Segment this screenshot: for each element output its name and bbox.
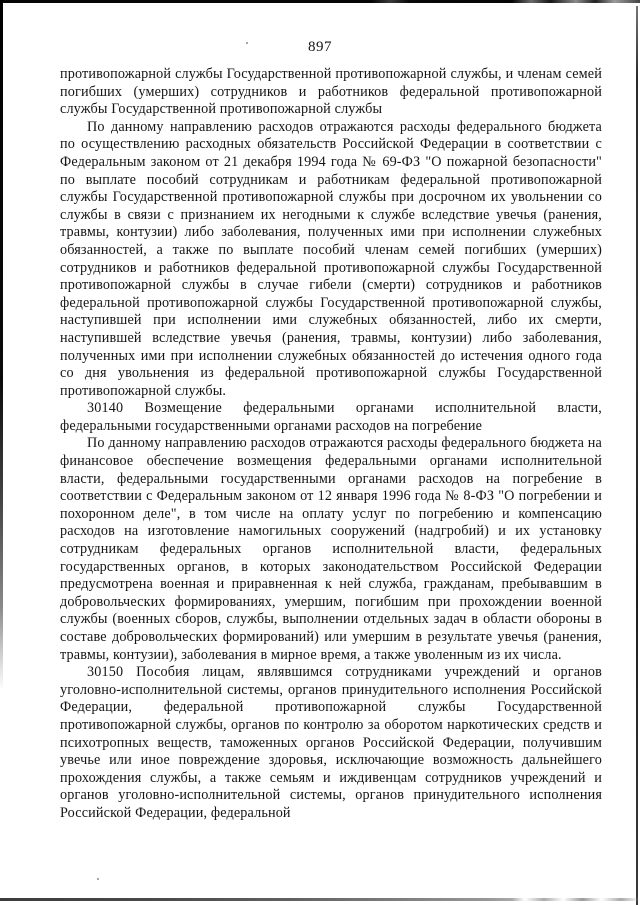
scan-border-top xyxy=(0,0,640,3)
scan-border-left xyxy=(0,0,3,690)
paragraph-1-continuation: противопожарной службы Государственной противопожарной службы, и членам семей погибших (умерших) сотрудников и работников федеральной противопожарной службы Государственной противопожарной службы xyxy=(60,66,602,118)
paragraph-5-heading-30150: 30150 Пособия лицам, являвшимся сотрудниками учреждений и органов уголовно-исполнительной системы, органов принудительного исполнения Российской Федерации, федеральной противопожарной службы Государственной противопожарной службы, органов по контролю за оборотом наркотических средств и психотропных веществ, таможенных органов Российской Федерации, получившим увечье или иное повреждение здоровья, исключающие возможность дальнейшего прохождения службы, а также семьям и иждивенцам сотрудников учреждений и органов уголовно-исполнительной системы, органов принудительного исполнения Российской Федерации, федеральной xyxy=(60,664,602,821)
scan-speck xyxy=(97,878,99,880)
scan-border-right xyxy=(636,6,638,905)
scan-border-bottom xyxy=(0,898,640,901)
paragraph-3-heading-30140: 30140 Возмещение федеральными органами исполнительной власти, федеральными государственными органами расходов на погребение xyxy=(60,400,602,434)
paragraph-2-description: По данному направлению расходов отражаются расходы федерального бюджета по осуществлению расходных обязательств Российской Федерации в соответствии с Федеральным законом от 21 декабря 1994 года № 69-ФЗ "О пожарной безопасности" по выплате пособий сотрудникам и работникам федеральной противопожарной службы Государственной противопожарной службы при досрочном их увольнении со службы в связи с признанием их негодными к службе вследствие увечья (ранения, травмы, контузии) либо заболевания, полученных ими при исполнении служебных обязанностей, а также по выплате пособий членам семей погибших (умерших) сотрудников и работников федеральной противопожарной службы Государственной противопожарной службы в случае гибели (смерти) сотрудников и работников федеральной противопожарной службы Государственной противопожарной службы, наступившей при исполнении ими служебных обязанностей, либо их смерти, наступившей вследствие увечья (ранения, травмы, контузии) либо заболевания, полученных ими при исполнении служебных обязанностей до истечения одного года со дня увольнения из федеральной противопожарной службы Государственной противопожарной службы. xyxy=(60,118,602,399)
paragraph-4-description: По данному направлению расходов отражаются расходы федерального бюджета на финансовое обеспечение возмещения федеральными органами исполнительной власти, федеральными государственными органами расходов на погребение в соответствии с Федеральным законом от 12 января 1996 года № 8-ФЗ "О погребении и похоронном деле", в том числе на оплату услуг по погребению и компенсацию расходов на изготовление намогильных сооружений (надгробий) и их установку сотрудникам федеральных органов исполнительной власти, федеральных государственных органов, в которых законодательством Российской Федерации предусмотрена военная и приравненная к ней служба, гражданам, пребывавшим в добровольческих формированиях, умершим, погибшим при прохождении военной службы (военных сборов, службы, выполнении отдельных задач в области обороны в составе добровольческих формирований) или умершим в результате увечья (ранения, травмы, контузии), заболевания в мирное время, а также уволенным из их числа. xyxy=(60,435,602,663)
page-number: 897 xyxy=(308,39,332,55)
document-body xyxy=(60,66,602,823)
scan-speck xyxy=(246,42,248,44)
